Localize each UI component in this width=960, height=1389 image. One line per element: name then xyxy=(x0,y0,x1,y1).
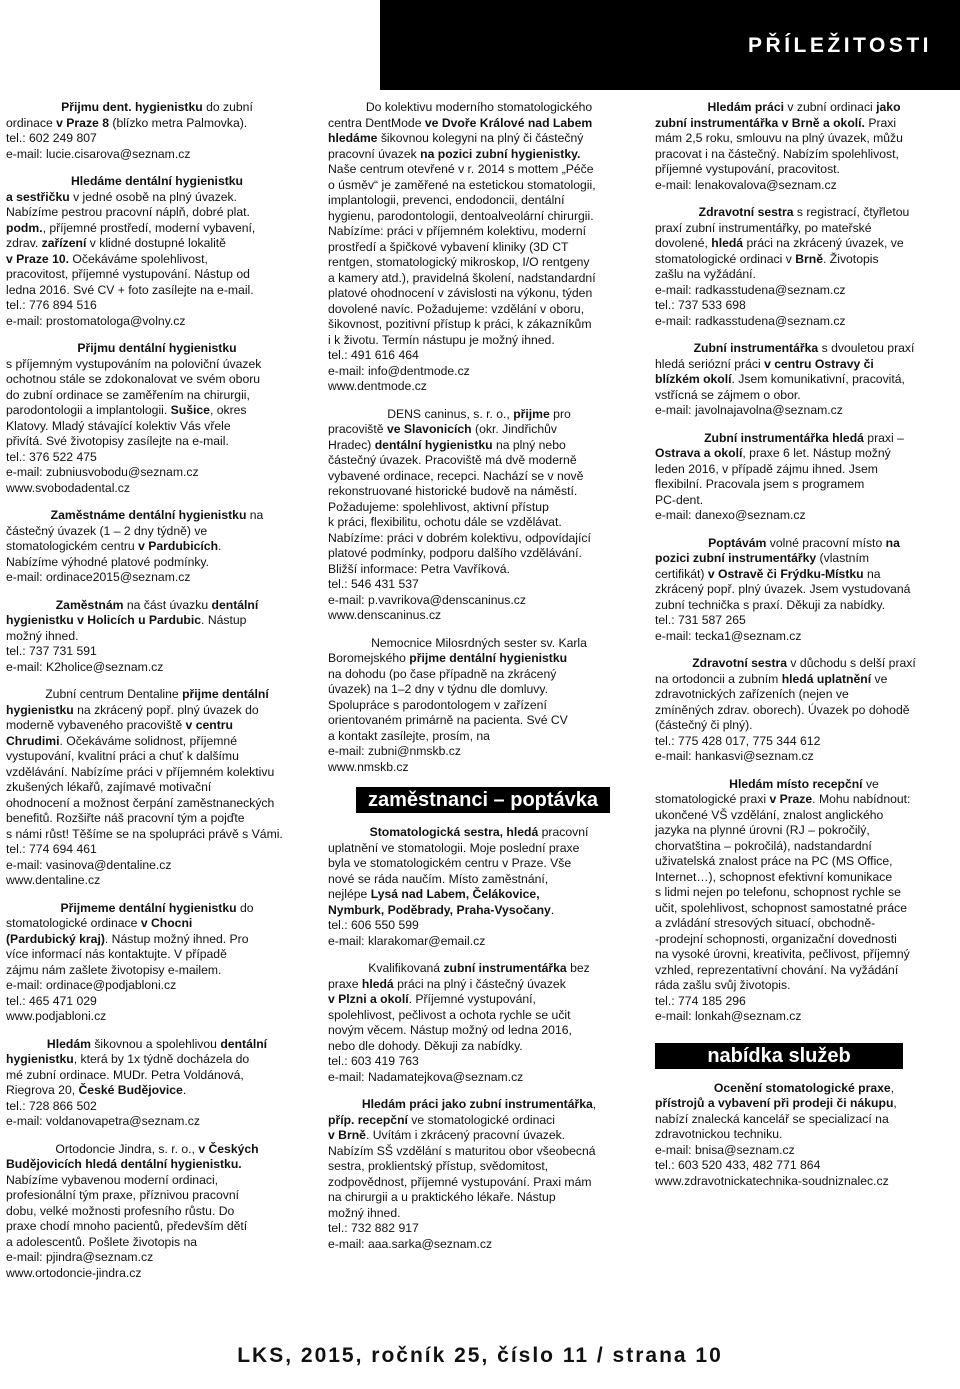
ad-line: zdravotnických zařízeních (nejen ve xyxy=(655,687,849,701)
ad-line: Nemocnice Milosrdných sester sv. Karla xyxy=(371,635,587,650)
ad-line: tel.: 376 522 475 xyxy=(6,449,97,464)
ad-line: tel.: 603 419 763 xyxy=(328,1054,419,1068)
classified-ad xyxy=(6,1037,308,1130)
ad-line: Zubní instrumentářka s dvouletou praxí xyxy=(693,341,915,355)
ad-line: dobu, velké možnosti profesního růstu. Do xyxy=(6,1203,235,1218)
ad-line: v Brně. Uvítám i zkrácený pracovní úvazek. xyxy=(328,1128,566,1142)
ad-line: možný ihned. xyxy=(328,1205,401,1220)
ad-line: e-mail: tecka1@seznam.cz xyxy=(655,628,802,643)
section-banner-services: nabídka služeb xyxy=(655,1043,903,1069)
classified-ad xyxy=(655,205,953,329)
ad-line: Nabízíme pestrou pracovní náplň, dobré plat. xyxy=(6,205,250,219)
ad-line: prostředí a špičkové vybavení kliniky (3D CT xyxy=(328,239,569,254)
ad-line: a kamery atd.), pravidelná školení, nadstandardní xyxy=(328,270,596,285)
ad-line: na ortodoncii a zubním hledá uplatnění ve xyxy=(655,671,888,686)
ad-line: DENS caninus, s. r. o., přijme pro xyxy=(387,406,571,421)
classified-ad xyxy=(328,825,630,949)
ad-line: Do kolektivu moderního stomatologického xyxy=(365,100,593,114)
ad-line: jazyka na plynné úrovni (RJ – pokročilý, xyxy=(655,823,870,837)
ad-line: Hledám místo recepční ve xyxy=(729,776,879,791)
ad-line: certifikát) v Ostravě či Frýdku-Místku na xyxy=(655,566,881,581)
ad-line: Klatovy. Mladý stávající kolektiv Vás vřele xyxy=(6,418,231,433)
ad-line: hygienistku v Holicích u Pardubic. Nástup xyxy=(6,613,247,627)
ad-line: vstřícná se zájmem o obor. xyxy=(655,387,801,402)
ad-line: možný ihned. xyxy=(6,628,79,643)
ad-line: Zaměstnáme dentální hygienistku na xyxy=(50,508,264,522)
classified-ad xyxy=(6,341,308,496)
ad-line: částečný úvazek (1 – 2 dny týdně) ve xyxy=(6,523,208,538)
ad-line: do zubní ordinace se zaměřením na chirurgii, xyxy=(6,387,250,402)
ad-line: tel.: 465 471 029 xyxy=(6,993,97,1008)
ad-line: platové podmínky, podporu dalšího vzdělávání. xyxy=(328,546,582,560)
ad-line: nabízí znalecká kancelář se specializací na xyxy=(655,1111,889,1126)
ad-line: www.zdravotnickatechnika-soudniznalec.cz xyxy=(655,1173,889,1188)
ad-line: Nymburk, Poděbrady, Praha-Vysočany. xyxy=(328,902,555,917)
ad-line: stomatologické praxi v Praze. Mohu nabídnout: xyxy=(655,792,911,806)
ad-line: zdravotnickou techniku. xyxy=(655,1127,783,1141)
ad-line: zmíněných zdrav. oborech). Úvazek po dohodě xyxy=(655,702,910,717)
ad-line: e-mail: zubni@nmskb.cz xyxy=(328,744,461,758)
ad-line: www.dentaline.cz xyxy=(6,873,101,887)
page-footer: LKS, 2015, ročník 25, číslo 11 / strana 10 xyxy=(237,1344,723,1367)
ad-line: e-mail: ordinace@podjabloni.cz xyxy=(6,978,177,992)
ad-line: implantologii, prevenci, endodoncii, dentální xyxy=(328,193,565,207)
ad-line: Hledám práci v zubní ordinaci jako xyxy=(707,100,901,114)
ad-line: Nabízíme výhodné platové podmínky. xyxy=(6,554,210,569)
ad-line: vzdělávání. Nabízíme práci v příjemném kolektivu xyxy=(6,764,275,779)
ad-line: na chirurgii a u praktického lékaře. Nástup xyxy=(328,1190,556,1204)
ad-line: tel.: 606 550 599 xyxy=(328,918,419,932)
ad-line: s lidmi nejen po telefonu, schopnost rychle se xyxy=(655,885,901,899)
ad-line: mám 2,5 roku, smlouvu na plný úvazek, můžu xyxy=(655,131,903,145)
ad-line: a sestřičku v jedné osobě na plný úvazek. xyxy=(6,189,238,204)
ad-line: e-mail: lenakovalova@seznam.cz xyxy=(655,177,837,192)
ad-line: byla ve stomatologickém centru v Praze. Vše xyxy=(328,856,572,870)
ad-line: ukončené VŠ vzdělání, znalost anglického xyxy=(655,807,884,822)
ad-line: zubní instrumentářka v Brně a okolí. Praxi xyxy=(655,115,897,130)
column-middle xyxy=(328,100,630,1264)
classified-ad xyxy=(6,901,308,1025)
ad-line: Zdravotní sestra v důchodu s delší praxí xyxy=(692,656,916,670)
ad-line: benefitů. Rozšiřte náš pracovní tým a pojďte xyxy=(6,811,245,825)
ad-line: zodpovědnost, příjemné vystupování. Praxi mám xyxy=(328,1174,592,1189)
ad-line: podm., příjemné prostředí, moderní vybavení, xyxy=(6,220,256,235)
classified-ad xyxy=(6,1142,308,1282)
ad-line: tel.: 774 185 296 xyxy=(655,993,746,1008)
ad-line: více informací nás kontaktujte. V případě xyxy=(6,947,227,961)
ad-line: nové se ráda naučím. Místo zaměstnání, xyxy=(328,871,549,886)
ad-line: s příjemným vystupováním na poloviční úvazek xyxy=(6,356,262,371)
ad-line: nejlépe Lysá nad Labem, Čelákovice, xyxy=(328,887,540,901)
ad-line: Požadujeme: spolehlivost, aktivní přístup xyxy=(328,499,549,514)
ad-line: novým věcem. Nástup možný od ledna 2016, xyxy=(328,1023,572,1037)
ad-line: orientovaném primárně na pacienta. Své CV xyxy=(328,713,568,727)
ad-line: e-mail: p.vavrikova@denscaninus.cz xyxy=(328,592,526,607)
classified-ad xyxy=(6,508,308,586)
ad-line: Internet…), schopnost efektivní komunikace xyxy=(655,869,893,884)
ad-line: Hledám šikovnou a spolehlivou dentální xyxy=(46,1036,268,1051)
ad-line: blízkém okolí. Jsem komunikativní, pracovitá, xyxy=(655,372,905,386)
ad-line: přivítá. Své životopisy zasílejte na e-mail. xyxy=(6,434,229,448)
ad-line: pracovat i na částečný. Nabízím spolehlivost, xyxy=(655,146,899,161)
classified-ad xyxy=(328,1097,630,1252)
ad-line: vybavené ordinace, recepci. Nachází se v nově xyxy=(328,468,584,483)
classified-ad xyxy=(655,100,953,193)
ad-line: Bližší informace: Petra Vavříková. xyxy=(328,561,510,576)
ad-line: sestra, proklientský přístup, svědomitost, xyxy=(328,1159,549,1173)
ad-line: tel.: 737 533 698 xyxy=(655,298,746,312)
classified-ad xyxy=(655,656,953,765)
ad-line: pracovitost, příjemné vystupování. Nástup od xyxy=(6,267,250,281)
ad-line: pozici zubní instrumentářky (vlastním xyxy=(655,551,869,565)
ad-line: ohodnocení a možnost čerpání zaměstnaneckých xyxy=(6,795,275,810)
ad-line: e-mail: lucie.cisarova@seznam.cz xyxy=(6,146,191,161)
ad-line: e-mail: radkasstudena@seznam.cz xyxy=(655,313,846,328)
classified-ad xyxy=(655,341,953,419)
section-banner-employees: zaměstnanci – poptávka xyxy=(356,787,610,813)
ad-line: e-mail: lonkah@seznam.cz xyxy=(655,1009,802,1023)
ad-line: parodontologii a implantologii. Sušice, okres xyxy=(6,403,247,417)
ad-line: Ocenění stomatologické praxe, xyxy=(713,1080,895,1095)
ad-line: na dohodu (po čase případně na zkrácený xyxy=(328,666,557,681)
ad-line: www.ortodoncie-jindra.cz xyxy=(6,1265,142,1280)
ad-line: Nabízíme: práci v příjemném kolektivu, moderní xyxy=(328,224,587,238)
ad-line: úvazek) na 1–2 dny v týdnu dle domluvy. xyxy=(328,682,548,696)
ad-line: platové ohodnocení v závislosti na výkonu, týden xyxy=(328,286,593,300)
ad-line: e-mail: zubniusvobodu@seznam.cz xyxy=(6,465,199,479)
ad-line: e-mail: javolnajavolna@seznam.cz xyxy=(655,403,843,417)
ad-line: tel.: 776 894 516 xyxy=(6,298,97,312)
classified-ad xyxy=(328,636,630,776)
ad-line: Přijmeme dentální hygienistku do xyxy=(60,900,254,915)
ad-line: stomatologické ordinace v Chocni xyxy=(6,916,193,930)
ad-line: s námi růst! Těšíme se na spolupráci právě s Vámi. xyxy=(6,826,283,841)
classified-ad xyxy=(6,598,308,676)
ad-line: ráda zašlu svůj životopis. xyxy=(655,978,791,992)
ad-line: e-mail: hankasvi@seznam.cz xyxy=(655,749,814,763)
ad-line: Přijmu dentální hygienistku xyxy=(77,341,237,355)
ad-line: e-mail: vasinova@dentaline.cz xyxy=(6,857,172,872)
ad-line: ochotnou stále se zdokonalovat ve svém oboru xyxy=(6,372,261,386)
ad-line: hygienistku na zkrácený popř. plný úvazek do xyxy=(6,702,259,717)
ad-line: přístrojů a vybavení při prodeji či nákupu, xyxy=(655,1096,897,1110)
ad-line: Naše centrum otevřené v r. 2014 s mottem „Péče xyxy=(328,162,594,176)
ad-line: hledá seriózní práci v centru Ostravy či xyxy=(655,356,874,371)
ad-line: rekonstruované historické budově na náměstí. xyxy=(328,484,578,498)
ad-line: dovolené, hledá práci na zkrácený úvazek, ve xyxy=(655,236,904,250)
ad-line: pracovní úvazek na pozici zubní hygienistky. xyxy=(328,146,581,161)
ad-line: Ortodoncie Jindra, s. r. o., v Českých xyxy=(55,1141,259,1156)
ad-line: Zaměstnám na část úvazku dentální xyxy=(55,597,259,612)
classified-ad xyxy=(655,1081,953,1190)
ad-line: v Praze 10. Očekáváme spolehlivost, xyxy=(6,251,208,266)
ad-line: rentgen, stomatologický mikroskop, I/O rentgeny xyxy=(328,255,590,269)
ad-line: www.svobodadental.cz xyxy=(6,480,130,495)
ad-line: uplatnění ve stomatologii. Moje poslední praxe xyxy=(328,840,580,855)
ad-line: e-mail: voldanovapetra@seznam.cz xyxy=(6,1114,200,1128)
ad-line: e-mail: Nadamatejkova@seznam.cz xyxy=(328,1069,524,1084)
ad-line: tel.: 546 431 537 xyxy=(328,577,419,591)
ad-line: e-mail: bnisa@seznam.cz xyxy=(655,1142,795,1157)
ad-line: e-mail: K2holice@seznam.cz xyxy=(6,659,164,674)
ad-line: ordinace v Praze 8 (blízko metra Palmovka). xyxy=(6,115,248,130)
ad-line: chorvatština – pokročilá), nadstandardní xyxy=(655,838,872,853)
classified-ad xyxy=(6,687,308,889)
classified-ad xyxy=(328,961,630,1085)
ad-line: www.podjabloni.cz xyxy=(6,1009,107,1023)
ad-line: tel.: 732 882 917 xyxy=(328,1221,419,1235)
ad-line: e-mail: prostomatologa@volny.cz xyxy=(6,313,186,328)
ad-line: zkušených lékařů, zajímavé motivační xyxy=(6,780,212,794)
ad-line: Budějovicích hledá dentální hygienistku. xyxy=(6,1157,242,1171)
ad-line: e-mail: klarakomar@email.cz xyxy=(328,933,486,948)
classified-ad xyxy=(6,174,308,329)
ad-line: nebo dle dohody. Děkuji za nabídky. xyxy=(328,1038,523,1053)
ad-line: Poptávám volné pracovní místo na xyxy=(708,535,900,550)
ad-line: dovolené navíc. Požadujeme: vzdělání v oboru, xyxy=(328,301,585,316)
classified-ad xyxy=(328,407,630,624)
ad-line: zájmu nám zašlete životopisy e-mailem. xyxy=(6,962,222,977)
ad-line: tel.: 731 587 265 xyxy=(655,613,746,627)
ad-line: pracoviště ve Slavonicích (okr. Jindřichův xyxy=(328,422,557,436)
ad-line: (částečný či plný). xyxy=(655,718,753,732)
ad-line: centra DentMode ve Dvoře Králové nad Labem xyxy=(328,115,593,130)
ad-line: spolehlivost, pečlivost a ochota rychle se učit xyxy=(328,1007,571,1022)
classified-ad xyxy=(655,777,953,1025)
ad-line: na vysoké úrovni, kreativita, pečlivost, příjemný xyxy=(655,947,910,961)
classified-ad xyxy=(655,536,953,645)
ad-line: zdrav. zařízení v klidné dostupné lokalitě xyxy=(6,236,226,250)
ad-line: tel.: 737 731 591 xyxy=(6,644,97,658)
ad-line: Nabízím SŠ vzdělání s maturitou obor všeobecná xyxy=(328,1143,596,1158)
classified-ad xyxy=(328,100,630,395)
ad-line: tel.: 602 249 807 xyxy=(6,131,97,145)
ad-line: e-mail: radkasstudena@seznam.cz xyxy=(655,282,846,297)
ad-line: vzhled, reprezentativní chování. Na vyžádání xyxy=(655,962,899,977)
ad-line: ledna 2016. Své CV + foto zasílejte na e-mail. xyxy=(6,282,254,297)
ad-line: vystupování, kvalitní práci a chuť k dalšímu xyxy=(6,749,239,763)
ad-line: Přijmu dent. hygienistku do zubní xyxy=(61,100,253,114)
ad-line: i k životu. Termín nástupu je možný ihned. xyxy=(328,332,555,347)
ad-line: a adolescentů. Pošlete životopis na xyxy=(6,1234,198,1249)
ad-line: praxe chodí mnoho pacientů, především dětí xyxy=(6,1219,248,1233)
ad-line: Ostrava a okolí, praxe 6 let. Nástup možný xyxy=(655,446,891,460)
classified-ad xyxy=(6,100,308,162)
ad-line: www.nmskb.cz xyxy=(328,759,409,774)
ad-line: Riegrova 20, České Budějovice. xyxy=(6,1083,187,1097)
ad-line: Zubní instrumentářka hledá praxi – xyxy=(704,430,904,445)
ad-line: praxí zubní instrumentářky, po mateřské xyxy=(655,220,872,235)
ad-line: www.denscaninus.cz xyxy=(328,608,442,622)
ad-line: e-mail: danexo@seznam.cz xyxy=(655,508,806,522)
ad-line: Kvalifikovaná zubní instrumentářka bez xyxy=(368,961,590,975)
ad-line: hygienu, parodontologii, dentoalveolární chirurgii. xyxy=(328,208,594,223)
ad-line: mé zubní ordinace. MUDr. Petra Voldánová, xyxy=(6,1067,244,1082)
ad-line: Chrudimi. Očekáváme solidnost, příjemné xyxy=(6,733,237,748)
ad-line: příjemné vystupování, pracovitost. xyxy=(655,162,840,176)
ad-line: Boromejského přijme dentální hygienistku xyxy=(328,651,568,665)
ad-line: Nabízíme: práci v dobrém kolektivu, odpovídající xyxy=(328,530,591,545)
classified-ad xyxy=(655,431,953,524)
ad-line: Nabízíme vybavenou moderní ordinaci, xyxy=(6,1172,219,1187)
ad-line: tel.: 775 428 017, 775 344 612 xyxy=(655,733,821,748)
ad-line: -prodejní schopnosti, organizační dovednosti xyxy=(655,931,897,946)
ad-line: leden 2016, v případě zájmu ihned. Jsem xyxy=(655,461,878,476)
ad-line: praxe hledá práci na plný i částečný úvazek xyxy=(328,976,566,991)
ad-line: e-mail: pjindra@seznam.cz xyxy=(6,1250,154,1264)
ad-line: Stomatologická sestra, hledá pracovní xyxy=(369,825,589,839)
ad-line: zašlu na vyžádání. xyxy=(655,267,756,281)
header-bar xyxy=(380,0,960,90)
ad-line: e-mail: ordinace2015@seznam.cz xyxy=(6,570,191,584)
ad-line: a kontakt zasílejte, prosím, na xyxy=(328,728,490,743)
ad-line: tel.: 774 694 461 xyxy=(6,842,97,856)
ad-line: (Pardubický kraj). Nástup možný ihned. Pro xyxy=(6,931,249,946)
ad-line: moderně vybaveného pracoviště v centru xyxy=(6,718,233,732)
ad-line: stomatologické ordinaci v Brně. Životopis xyxy=(655,251,879,266)
ad-line: šikovnost, pozitivní přístup k práci, k zákazníkům xyxy=(328,317,592,331)
ad-line: Spolupráce s parodontologem v zařízení xyxy=(328,697,547,712)
ad-line: o úsměv“ je zaměřené na estetickou stomatologii, xyxy=(328,177,596,192)
ad-line: k práci, flexibilitu, ochotu dále se vzdělávat. xyxy=(328,515,562,529)
ad-line: Zdravotní sestra s registrací, čtyřletou xyxy=(698,205,910,219)
ad-line: a zvládání stresových situací, obchodně- xyxy=(655,916,876,930)
column-left xyxy=(6,100,308,1293)
ad-line: v Plzni a okolí. Příjemné vystupování, xyxy=(328,992,536,1006)
ad-line: tel.: 728 866 502 xyxy=(6,1098,97,1113)
ad-line: tel.: 603 520 433, 482 771 864 xyxy=(655,1158,821,1172)
page-title: PŘÍLEŽITOSTI xyxy=(748,34,932,57)
ad-line: uživatelská znalost práce na PC (MS Office, xyxy=(655,854,893,868)
ad-line: www.dentmode.cz xyxy=(328,379,427,393)
ad-line: Hradec) dentální hygienistku na plný nebo xyxy=(328,437,566,452)
ad-line: stomatologickém centru v Pardubicích. xyxy=(6,539,222,553)
ad-line: Hledáme dentální hygienistku xyxy=(70,174,244,188)
ad-line: Zubní centrum Dentaline přijme dentální xyxy=(45,687,269,701)
ad-line: flexibilní. Pracovala jsem s programem xyxy=(655,477,865,491)
column-right xyxy=(655,100,953,1201)
ad-line: částečný úvazek. Pracoviště má dvě moderně xyxy=(328,453,577,467)
ad-line: učit, spolehlivost, schopnost samostatné práce xyxy=(655,900,908,915)
ad-line: hygienistku, která by 1x týdně docházela do xyxy=(6,1052,250,1066)
ad-line: příp. recepční ve stomatologické ordinaci xyxy=(328,1112,555,1127)
ad-line: hledáme šikovnou kolegyni na plný či částečný xyxy=(328,131,584,145)
ad-line: zubní technička s praxí. Děkuji za nabídky. xyxy=(655,597,886,612)
ad-line: e-mail: aaa.sarka@seznam.cz xyxy=(328,1236,493,1251)
ad-line: zkrácený popř. plný úvazek. Jsem vystudovaná xyxy=(655,582,911,596)
ad-line: PC-dent. xyxy=(655,492,704,507)
ad-line: Hledám práci jako zubní instrumentářka, xyxy=(361,1097,597,1111)
ad-line: profesionální tým praxe, příznivou pracovní xyxy=(6,1188,240,1202)
ad-line: e-mail: info@dentmode.cz xyxy=(328,363,470,378)
ad-line: tel.: 491 616 464 xyxy=(328,348,419,362)
